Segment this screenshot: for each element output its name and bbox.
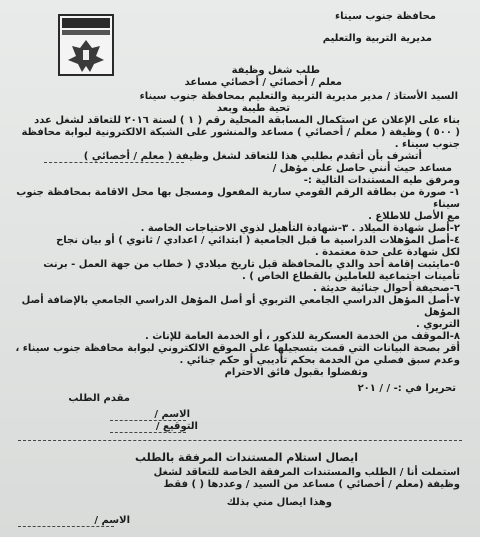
body-line: ٢-أصل شهادة الميلاد . ٣-شهادة التأهيل لذوي الاحتياجات الخاصة . [140, 223, 460, 234]
body-line: ٥-مايثبت إقامة أحد والدي بالمحافظة قبل تاريخ ميلادي ( خطاب من جهة العمل - برنت [43, 259, 460, 270]
date-line: تحريرا في :- / / ٢٠١ [357, 383, 456, 394]
receipt-line: استملت أنا / الطلب والمستندات المرفقة الخاصة للتعاقد لشغل [153, 467, 460, 478]
body-line: ٦-صحيفة أحوال جنائية حديثة . [312, 283, 460, 294]
receipt-title: ايصال استلام المستندات المرفقة بالطلب [134, 451, 358, 464]
job-line: معلم / أخصائي / أخصائي مساعد [184, 77, 342, 88]
body-line: المؤهل [423, 307, 460, 318]
body-line: وعدم سبق فصلي من الخدمة بحكم تأديبي أو حكم جنائي . [179, 355, 460, 366]
signature-label: التوقيع / [155, 421, 198, 432]
body-line: لكل شهادة على حدة معتمدة . [314, 247, 460, 258]
governorate-name: محافظة جنوب سيناء [335, 11, 436, 22]
logo-text [62, 18, 110, 28]
body-line: أقر بصحة البيانات التي قمت بتسجيلها على الموقع الالكتروني لبوابة محافظة جنوب سيناء ، [15, 343, 460, 354]
body-line: ٤-أصل المؤهلات الدراسية ما قبل الجامعية ( ابتدائي / اعدادي / ثانوي ) أو بيان نجاح [56, 235, 460, 246]
body-line: ١- صورة من بطاقة الرقم القومي سارية المفعول ومسجل بها محل الاقامة بمحافظة جنوب [16, 187, 460, 198]
receipt-line: وظيفة (معلم / أخصائي ) مساعد من السيد / وعددها ( ) فقط [163, 479, 460, 490]
body-line: جنوب سيناء . [394, 139, 460, 150]
eagle-emblem-icon [60, 36, 112, 76]
body-line: أتشرف بأن أتقدم بطلبي هذا للتعاقد لشغل وظيفة ( معلم / أخصائي ) [83, 151, 422, 162]
request-title: طلب شغل وظيفة [231, 65, 320, 76]
cut-line [18, 440, 462, 441]
body-line: ٨-الموقف من الخدمة العسكرية للذكور ، أو الخدمة العامة للإناث . [144, 331, 460, 342]
body-line: ( ٥٠٠ ) وظيفة ( معلم / أخصائي ) مساعد والمنشور على الشبكة الالكترونية لبوابة محافظة [21, 127, 460, 138]
body-line: تأمينات اجتماعية للعاملين بالقطاع الخاص ) . [241, 271, 460, 282]
directorate-name: مديرية التربية والتعليم [322, 33, 432, 44]
closing-line: وتفضلوا بقبول فائق الاحترام [224, 367, 368, 378]
receipt-line: وهذا ايصال مني بذلك [226, 497, 332, 508]
body-line: مع الأصل للاطلاع . [368, 211, 460, 222]
governorate-logo [58, 14, 114, 76]
body-line: سيناء [433, 199, 460, 210]
body-line: بناء على الإعلان عن استكمال المسابقة المحلية رقم ( ١ ) لسنة ٢٠١٦ للتعاقد لشغل عدد [34, 115, 460, 126]
body-line: ٧-أصل المؤهل الدراسي الجامعي التربوي أو أصل المؤهل الدراسي الجامعي بالإضافة أصل [21, 295, 460, 306]
body-line: مساعد حيث أنني حاصل على مؤهل / [272, 163, 452, 174]
name-label: الاسم / [154, 409, 190, 420]
body-line: التربوي . [416, 319, 460, 330]
addressee-line: السيد الأستاذ / مدير مديرية التربية والتعليم بمحافظة جنوب سيناء [139, 91, 458, 102]
greeting-line: تحية طيبة وبعد [216, 103, 290, 114]
applicant-label: مقدم الطلب [68, 393, 130, 404]
receipt-name-label: الاسم / [94, 515, 130, 526]
body-line: ومرفق طيه المستندات التالية :- [303, 175, 460, 186]
